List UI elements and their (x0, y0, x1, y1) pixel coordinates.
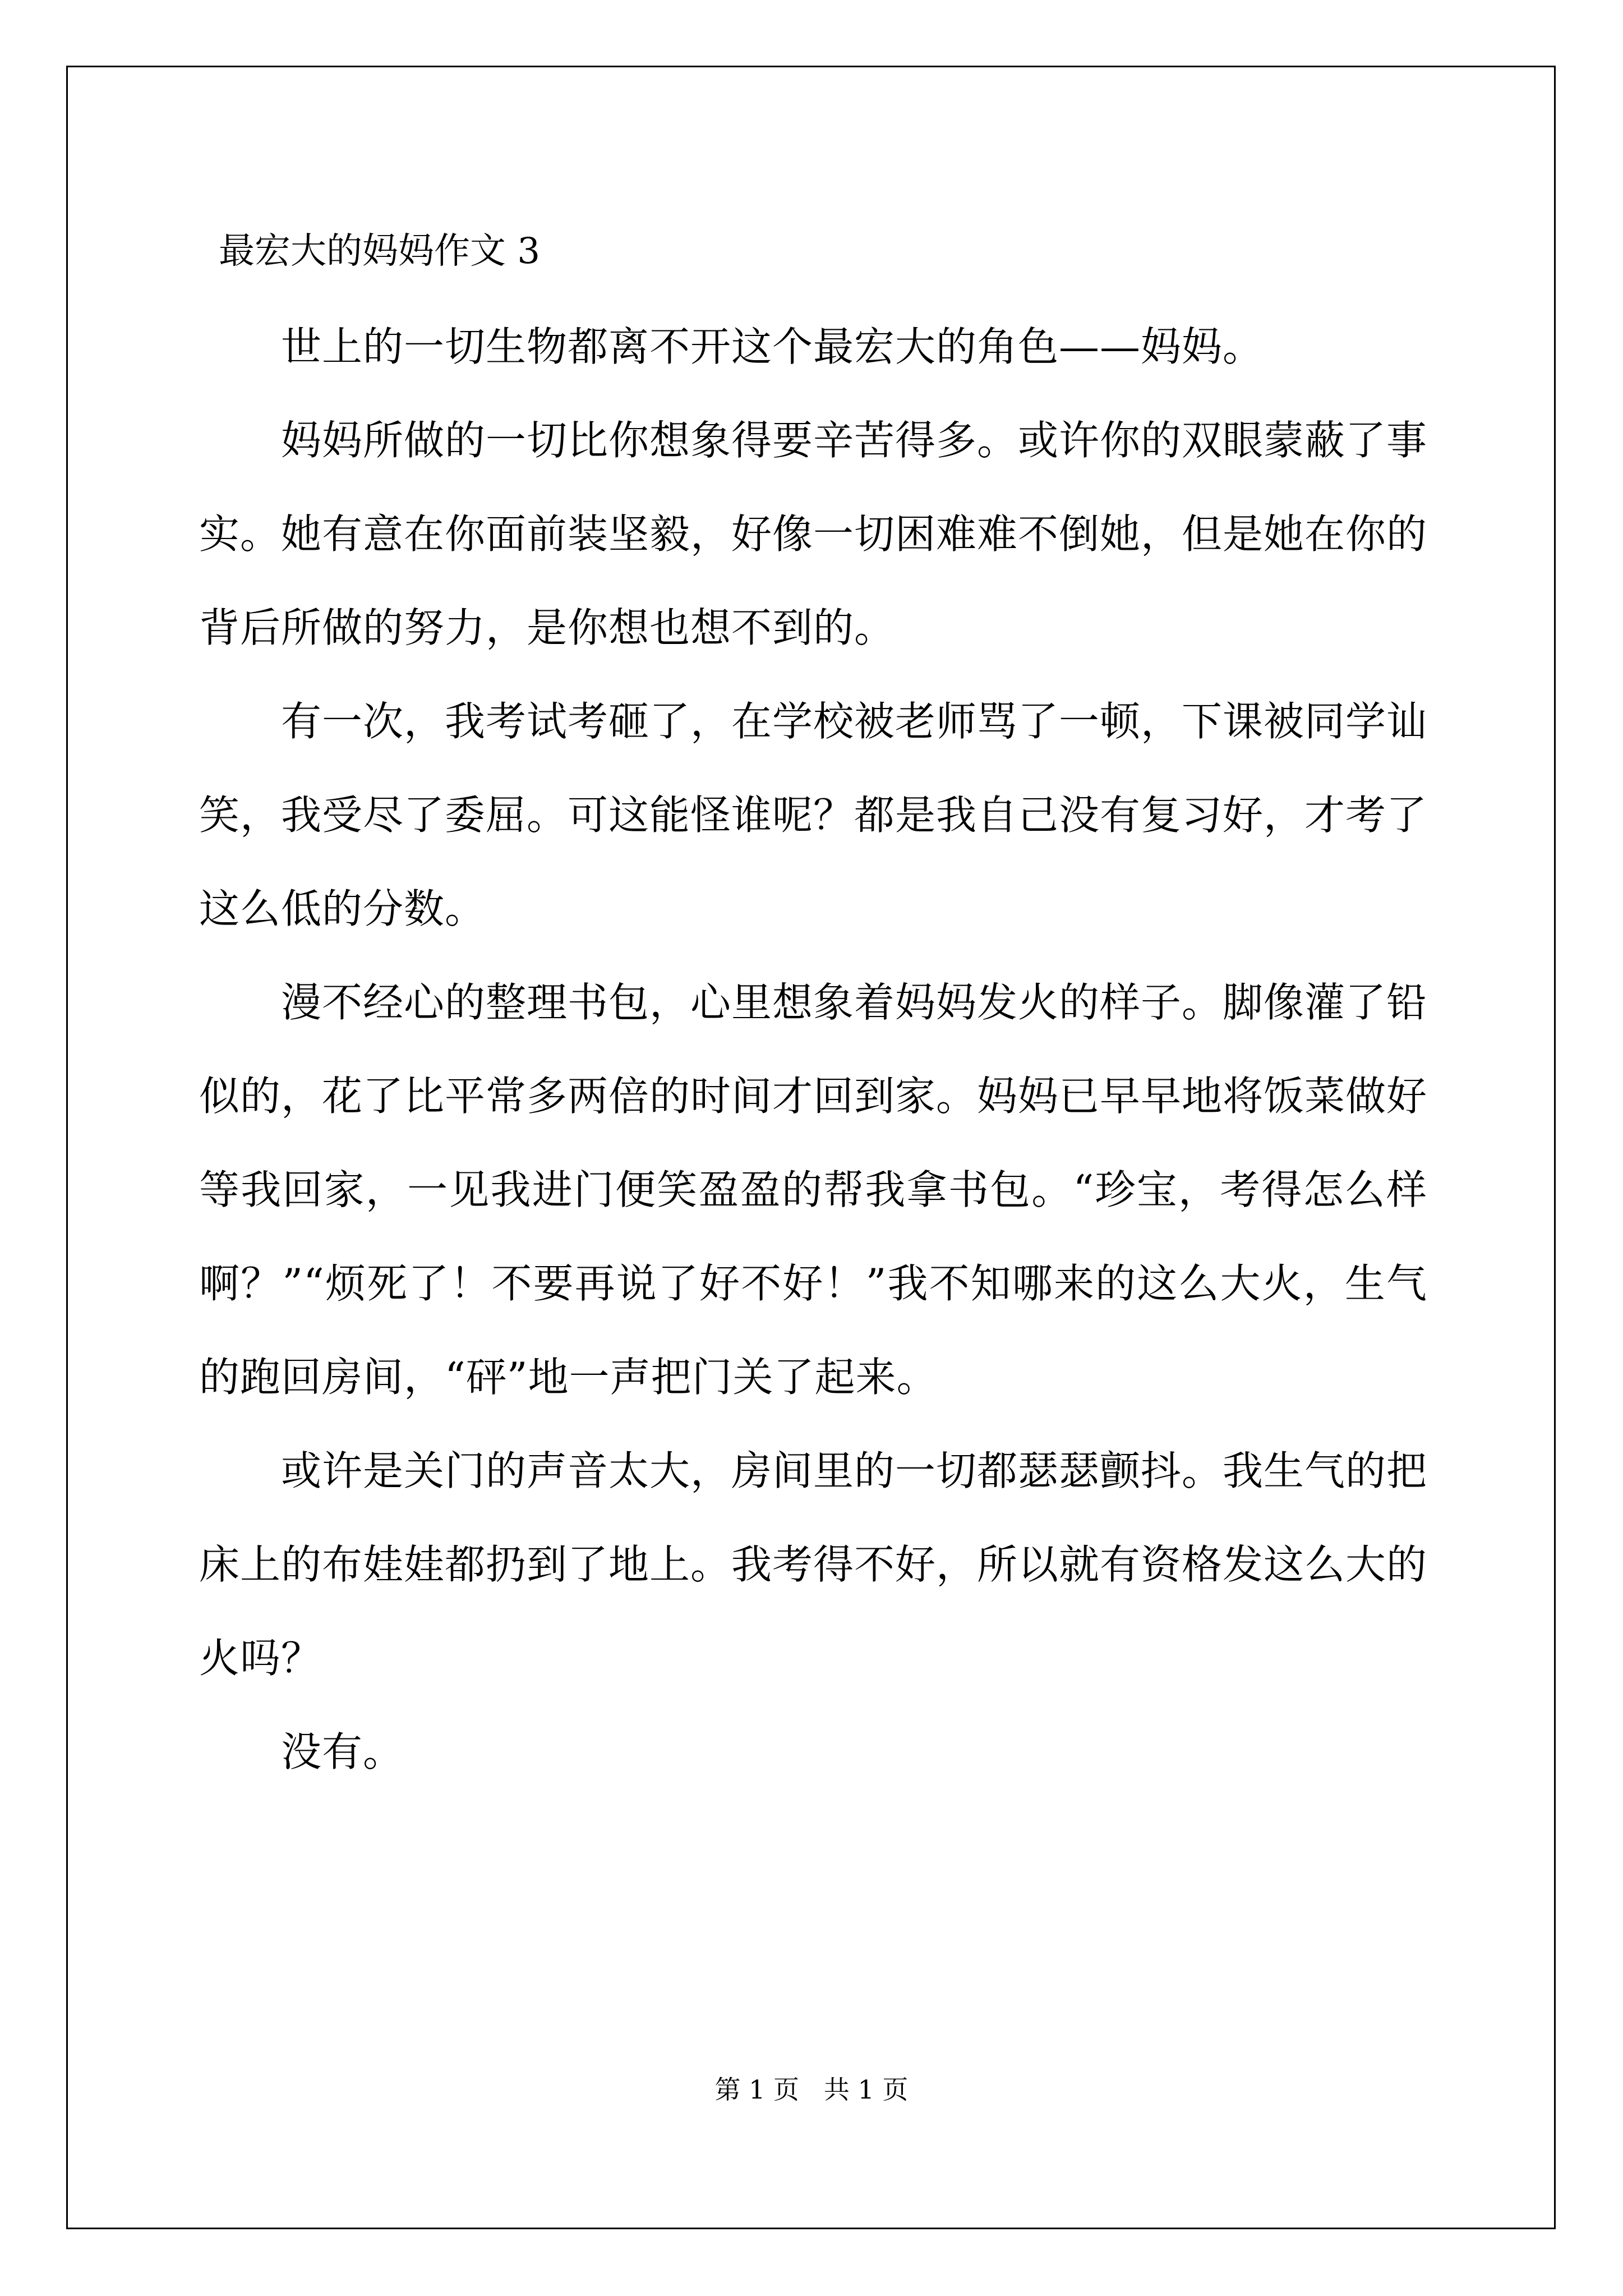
paragraph: 没有。 (281, 1728, 404, 1775)
page-footer: 第 1 页 共 1 页 (714, 2074, 909, 2105)
paragraph: 妈妈所做的一切比你想象得要辛苦得多。或许你的双眼蒙蔽了事实。她有意在你面前装坚毅，好像一切困难难不倒她，但是她在你的背后所做的努力，是你想也想不到的。 (199, 417, 1428, 651)
paragraph: 漫不经心的整理书包，心里想象着妈妈发火的样子。脚像灌了铅似的，花了比平常多两倍的时间才回到家。妈妈已早早地将饭菜做好等我回家，一见我进门便笑盈盈的帮我拿书包。“珍宝，考得怎么样啊？”“烦死了！不要再说了好不好！”我不知哪来的这么大火，生气的跑回房间，“砰”地一声把门关了起来。 (199, 979, 1428, 1401)
paragraph: 或许是关门的声音太大，房间里的一切都瑟瑟颤抖。我生气的把床上的布娃娃都扔到了地上。我考得不好，所以就有资格发这么大的火吗？ (199, 1447, 1428, 1682)
document-title: 最宏大的妈妈作文 3 (219, 231, 541, 272)
paragraph: 有一次，我考试考砸了，在学校被老师骂了一顿，下课被同学讪笑，我受尽了委屈。可这能怪谁呢？都是我自己没有复习好，才考了这么低的分数。 (199, 698, 1428, 932)
document-body (199, 300, 1427, 1799)
paragraph: 世上的一切生物都离不开这个最宏大的角色——妈妈。 (281, 323, 1264, 370)
